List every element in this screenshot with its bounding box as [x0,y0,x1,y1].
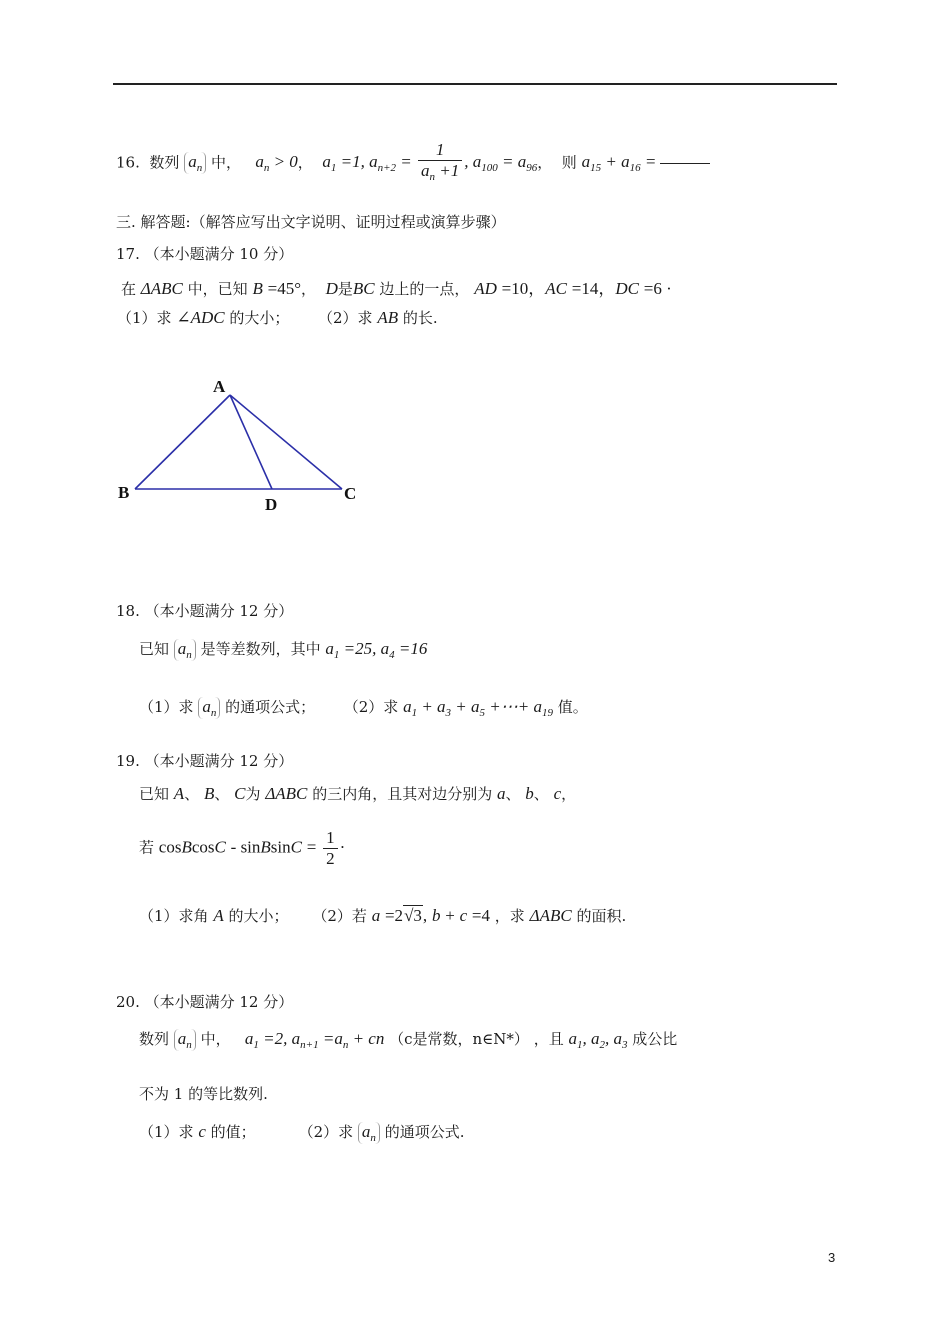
question-20-parts: （1）求 c 的值； （2）求 $a_n$ 的通项公式. [139,1122,465,1144]
label-b: B [118,483,130,502]
triangle-diagram [110,365,470,525]
question-20-header: 20. （本小题满分 12 分） [116,993,294,1011]
question-19-body: 已知 A、 B、 C为 ΔABC 的三内角，且其对边分别为 a、 b、 c， [139,784,577,803]
question-17-body: 在 ΔABC 中，已知 B =45°， D是BC 边上的一点， AD =10，AC =14，DC =6 · [121,279,672,298]
question-16: 16. 数列 $a_n$ 中， $a_n > 0$， $a_1 =1$, $a_{n+2}$ = $\frac{1}{a_n +1}$ , $a_{100} = a_{96}$， 则 $a_{15} + a_{16}$ = [116,140,710,187]
label-d: D [265,495,278,514]
condition-positive: $a_n > 0$ [255,152,298,175]
section-3-title: 三. 解答题:（解答应写出文字说明、证明过程或演算步骤） [116,213,506,231]
question-18-body: 已知 $a_n$ 是等差数列，其中 $a_1 =25$, $a_4 =16$ [139,639,428,661]
sequence-an: $a_n$ [184,152,206,174]
label-c: C [344,484,357,503]
target-sum: $a_{15} + a_{16}$ = [581,152,657,175]
question-18-header: 18. （本小题满分 12 分） [116,602,294,620]
question-17-header: 17. （本小题满分 10 分） [116,245,294,263]
top-rule [113,83,837,85]
answer-blank [660,163,710,164]
question-18-parts: （1）求 $a_n$ 的通项公式； （2）求 $a_1 + a_3 + a_5$ +⋯+ $a_{19}$ 值。 [139,697,588,719]
question-17-parts: （1）求 ∠ADC 的大小； （2）求 AB 的长. [117,308,438,327]
edge-ad [230,395,272,489]
label-a: A [213,377,226,396]
page-number: 3 [828,1250,836,1265]
question-19-condition: 若 cosBcosC - sinBsinC = $\frac{1}{2}$ · [139,828,346,868]
question-20-line2: 不为 1 的等比数列. [139,1085,268,1103]
question-20-body: 数列 $a_n$ 中， $a_1 =2$, $a_{n+1} =a_n$ + cn （c是常数，n∈N*） ，且 $a_1$, $a_2$, $a_3$ 成公比 [139,1029,678,1051]
edge-ab [135,395,230,489]
edge-ac [230,395,342,489]
recurrence-formula: $a_1 =1$, $a_{n+2}$ = $\frac{1}{a_n +1}$ , $a_{100} = a_{96}$ [322,140,538,183]
question-19-parts: （1）求角 A 的大小； （2）若 a =2√3, b + c =4 ，求 ΔABC 的面积. [139,906,627,925]
question-19-header: 19. （本小题满分 12 分） [116,752,294,770]
